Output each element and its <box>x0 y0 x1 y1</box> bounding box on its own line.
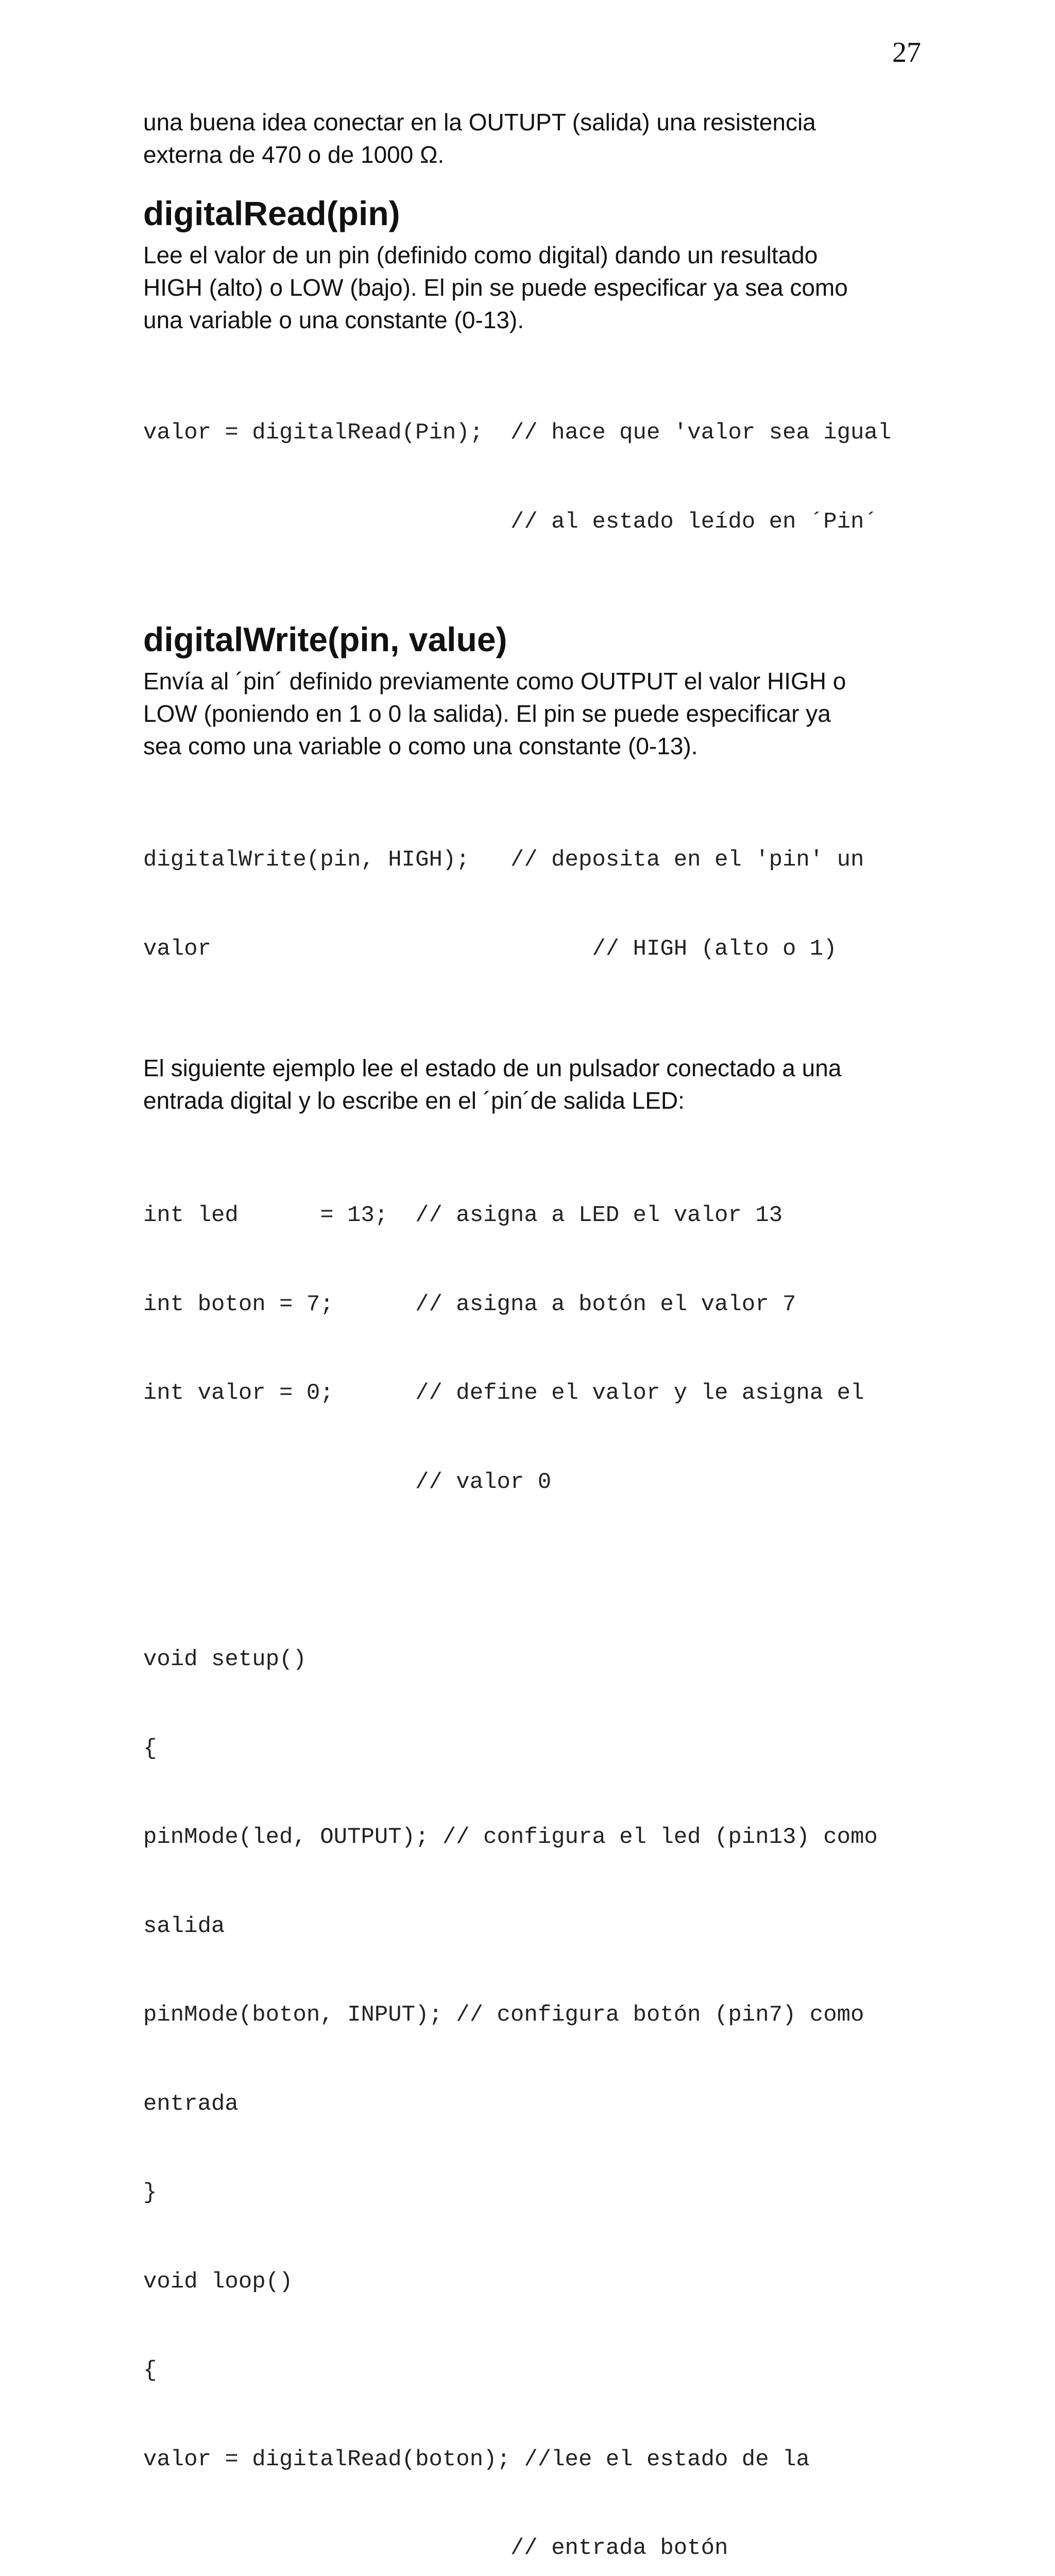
text-line: Envía al ´pin´ definido previamente como OUTPUT el valor HIGH o <box>143 668 846 694</box>
example-intro <box>143 1052 926 1117</box>
text-line: una variable o una constante (0-13). <box>143 307 524 333</box>
code-line: } <box>143 2180 157 2206</box>
code-line: salida <box>143 1913 225 1939</box>
code-line: int boton = 7; // asigna a botón el valor 7 <box>143 1291 796 1317</box>
text-line: El siguiente ejemplo lee el estado de un pulsador conectado a una <box>143 1055 842 1081</box>
text-line: externa de 470 o de 1000 Ω. <box>143 141 445 168</box>
text-line: entrada digital y lo escribe en el ´pin´de salida LED: <box>143 1087 685 1114</box>
code-line: { <box>143 1735 157 1761</box>
code-line: // entrada botón <box>143 2535 728 2561</box>
digitalread-description <box>143 239 926 336</box>
digitalwrite-code-block <box>143 786 926 1023</box>
text-line: Lee el valor de un pin (definido como digital) dando un resultado <box>143 242 818 268</box>
code-line: // al estado leído en ´Pin´ <box>143 509 878 535</box>
code-line: // valor 0 <box>143 1469 552 1495</box>
text-line: sea como una variable o como una constante (0-13). <box>143 733 698 759</box>
code-line: valor = digitalRead(Pin); // hace que 'valor sea igual <box>143 420 892 446</box>
code-line: { <box>143 2358 157 2383</box>
intro-paragraph <box>143 106 926 171</box>
section-heading-digitalwrite: digitalWrite(pin, value) <box>143 620 507 658</box>
example-declarations-code <box>143 1142 926 1556</box>
code-line: entrada <box>143 2091 239 2117</box>
digitalwrite-description <box>143 665 926 762</box>
code-line: int led = 13; // asigna a LED el valor 13 <box>143 1202 783 1228</box>
code-line: valor = digitalRead(boton); //lee el estado de la <box>143 2446 810 2472</box>
code-line: pinMode(led, OUTPUT); // configura el led (pin13) como <box>143 1824 878 1850</box>
page-content <box>143 106 926 2576</box>
text-line: LOW (poniendo en 1 o 0 la salida). El pin se puede especificar ya <box>143 700 831 727</box>
example-functions-code <box>143 1586 926 2576</box>
section-heading-digitalread: digitalRead(pin) <box>143 194 400 232</box>
text-line: HIGH (alto) o LOW (bajo). El pin se puede especificar ya sea como <box>143 274 848 301</box>
code-line: digitalWrite(pin, HIGH); // deposita en el 'pin' un <box>143 847 864 873</box>
page-number: 27 <box>892 37 921 69</box>
code-line: int valor = 0; // define el valor y le asigna el <box>143 1380 864 1406</box>
code-line: void setup() <box>143 1647 307 1672</box>
code-line: pinMode(boton, INPUT); // configura botón (pin7) como <box>143 2002 864 2028</box>
text-line: una buena idea conectar en la OUTUPT (salida) una resistencia <box>143 109 816 135</box>
code-line: void loop() <box>143 2268 293 2295</box>
digitalread-code-block <box>143 359 926 596</box>
code-line: valor // HIGH (alto o 1) <box>143 936 837 962</box>
